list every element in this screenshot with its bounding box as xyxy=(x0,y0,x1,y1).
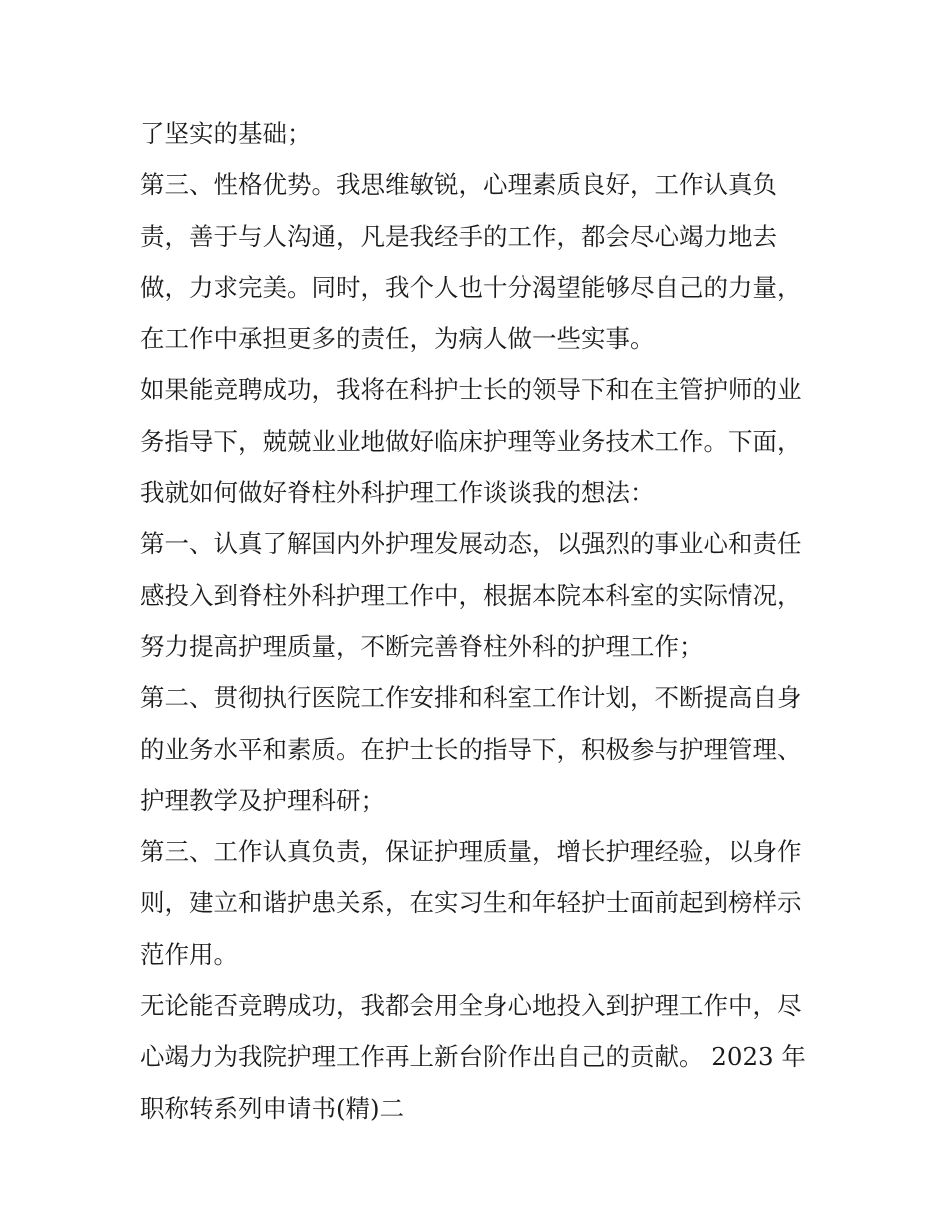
text-line: 的业务水平和素质。在护士长的指导下，积极参与护理管理、 xyxy=(140,734,802,764)
text-line: 范作用。 xyxy=(140,939,238,969)
text-line: 第三、性格优势。我思维敏锐，心理素质良好，工作认真负 xyxy=(140,170,777,200)
text-line: 我就如何做好脊柱外科护理工作谈谈我的想法： xyxy=(140,478,655,508)
text-line: 则，建立和谐护患关系，在实习生和年轻护士面前起到榜样示 xyxy=(140,888,802,918)
text-line: 心竭力为我院护理工作再上新台阶作出自己的贡献。 2023 年 xyxy=(140,1042,806,1072)
text-line: 感投入到脊柱外科护理工作中，根据本院本科室的实际情况， xyxy=(140,580,802,610)
text-line: 第三、工作认真负责，保证护理质量，增长护理经验，以身作 xyxy=(140,837,802,867)
text-line: 无论能否竞聘成功，我都会用全身心地投入到护理工作中，尽 xyxy=(140,991,802,1021)
text-line: 在工作中承担更多的责任，为病人做一些实事。 xyxy=(140,324,655,354)
text-line: 第一、认真了解国内外护理发展动态，以强烈的事业心和责任 xyxy=(140,529,802,559)
text-line: 做，力求完美。同时，我个人也十分渴望能够尽自己的力量， xyxy=(140,272,802,302)
text-line: 护理教学及护理科研； xyxy=(140,785,385,815)
text-line: 职称转系列申请书(精)二 xyxy=(140,1093,405,1123)
text-line: 努力提高护理质量，不断完善脊柱外科的护理工作； xyxy=(140,631,704,661)
document-body xyxy=(140,108,820,1134)
text-line: 第二、贯彻执行医院工作安排和科室工作计划，不断提高自身 xyxy=(140,683,802,713)
text-line: 了坚实的基础； xyxy=(140,119,312,148)
text-line: 如果能竞聘成功，我将在科护士长的领导下和在主管护师的业 xyxy=(140,375,802,405)
text-line: 务指导下，兢兢业业地做好临床护理等业务技术工作。下面， xyxy=(140,426,802,456)
text-line: 责，善于与人沟通，凡是我经手的工作，都会尽心竭力地去 xyxy=(140,221,777,251)
